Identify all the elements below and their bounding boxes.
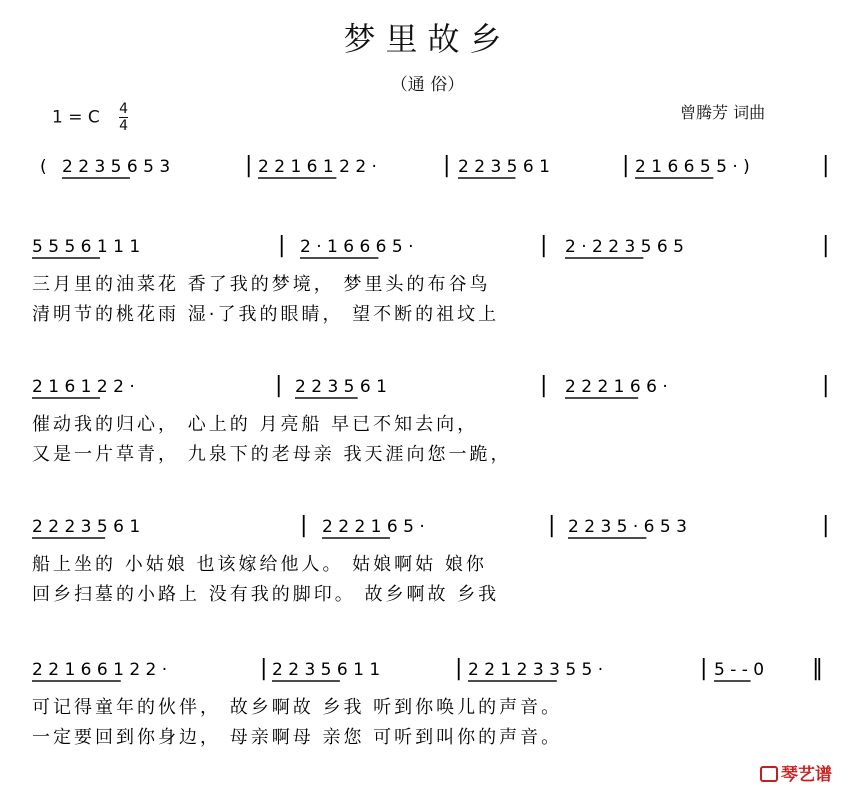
note-group: ( [40, 157, 47, 177]
note-group: 2 · 2 2 3 5 6 5 [565, 237, 684, 257]
note-group: 2 · 1 6 6 6 5 · [300, 237, 414, 257]
bar-line: | [822, 233, 830, 258]
key-label: 1 = C [52, 107, 100, 128]
lyric-line: 三月里的油菜花 香了我的梦境， 梦里头的布谷鸟 [32, 274, 491, 295]
style-note: （通 俗） [390, 75, 465, 95]
lyric-line: 一定要回到你身边， 母亲啊母 亲您 可听到叫你的声音。 [32, 727, 563, 748]
bar-line: | [822, 153, 830, 178]
bar-line: | [540, 233, 548, 258]
note-group: 2 2 2 1 6 5 · [322, 517, 425, 537]
lyric-line: 清明节的桃花雨 湿·了我的眼睛， 望不断的祖坟上 [32, 304, 500, 325]
time-sig-bottom: 4 [119, 118, 129, 134]
note-group: 5 5 5 6 1 1 1 [32, 237, 141, 257]
bar-line: | [622, 153, 630, 178]
bar-line: | [260, 656, 268, 681]
bar-line: ‖ [812, 656, 823, 681]
note-group: 2 2 3 5 · 6 5 3 [568, 517, 687, 537]
bar-line: | [548, 513, 556, 538]
note-group: 2 1 6 6 5 5 · ) [635, 157, 750, 177]
note-group: 2 2 2 1 6 6 · [565, 377, 668, 397]
time-sig-top: 4 [119, 101, 129, 117]
author-credit: 曾腾芳 词曲 [680, 103, 766, 122]
logo-icon [760, 766, 778, 782]
note-group: 2 2 3 5 6 1 1 [272, 660, 381, 680]
bar-line: | [700, 656, 708, 681]
bar-line: | [278, 233, 286, 258]
note-group: 2 2 2 3 5 6 1 [32, 517, 141, 537]
bar-line: | [822, 373, 830, 398]
watermark-logo [760, 760, 832, 785]
note-group: 2 2 3 5 6 1 [458, 157, 550, 177]
note-group: 2 2 3 5 6 1 [295, 377, 387, 397]
watermark-text: 琴艺谱 [781, 765, 832, 785]
bar-line: | [455, 656, 463, 681]
bar-line: | [245, 153, 253, 178]
song-title: 梦里故乡 [343, 20, 512, 58]
lyric-line: 回乡扫墓的小路上 没有我的脚印。 故乡啊故 乡我 [32, 584, 500, 605]
lyric-line: 又是一片草青， 九泉下的老母亲 我天涯向您一跪， [32, 444, 512, 465]
lyric-line: 船上坐的 小姑娘 也该嫁给他人。 姑娘啊姑 娘你 [32, 554, 487, 575]
bar-line: | [300, 513, 308, 538]
lyric-line: 催动我的归心， 心上的 月亮船 早已不知去向， [32, 414, 479, 435]
note-group: 2 2 1 6 1 2 2 · [258, 157, 377, 177]
bar-line: | [275, 373, 283, 398]
bar-line: | [540, 373, 548, 398]
note-group: 2 2 1 2 3 3 5 5 · [468, 660, 604, 680]
note-group: 2 1 6 1 2 2 · [32, 377, 135, 397]
bar-line: | [822, 513, 830, 538]
note-group: 2 2 3 5 6 5 3 [62, 157, 171, 177]
note-group: 5 - - 0 [714, 660, 765, 680]
lyric-line: 可记得童年的伙伴， 故乡啊故 乡我 听到你唤儿的声音。 [32, 697, 563, 718]
note-group: 2 2 1 6 6 1 2 2 · [32, 660, 168, 680]
bar-line: | [443, 153, 451, 178]
